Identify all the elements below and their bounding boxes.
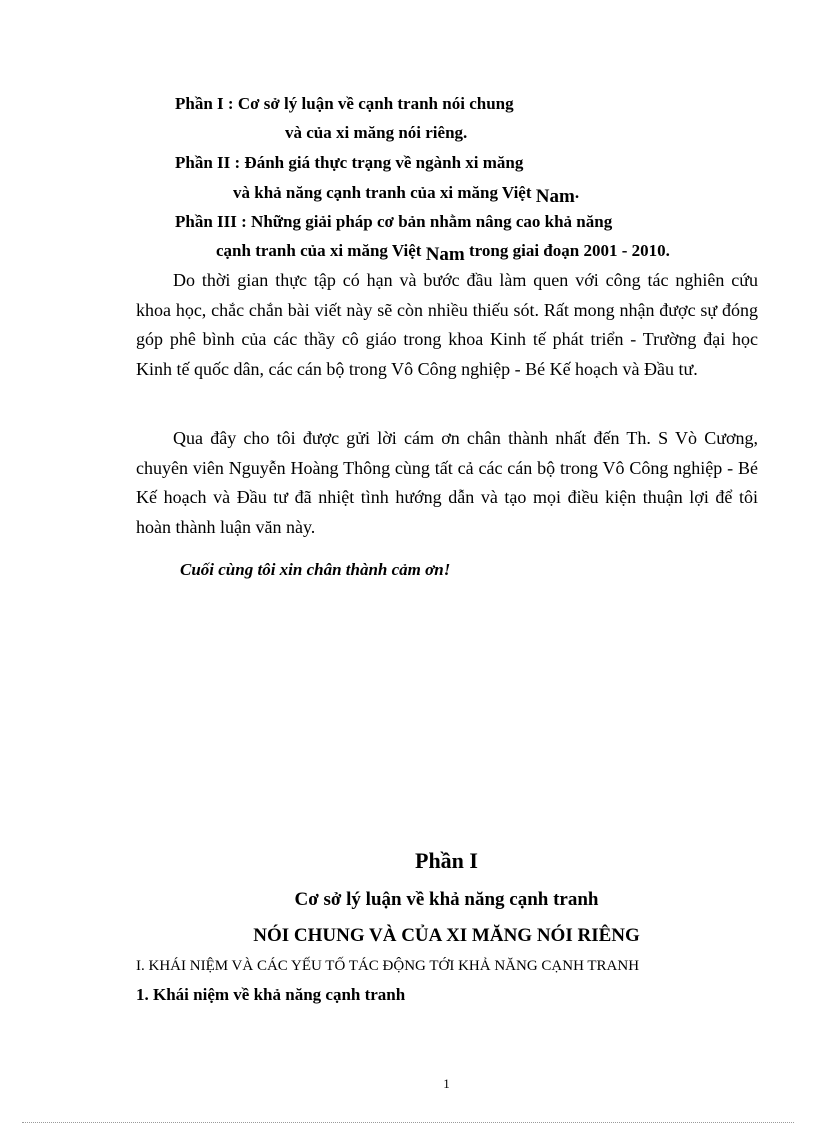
subsection-heading: 1. Khái niệm về khả năng cạnh tranh — [136, 985, 406, 1004]
outline-part3-line1 — [175, 212, 612, 232]
outline-sub-text: Nam — [535, 186, 575, 207]
outline-text: Phần III : Những giải pháp cơ bản nhằm nâng cao khả năng — [175, 212, 613, 231]
part-title: Phần I — [415, 848, 478, 873]
outline-after-text: trong giai đoạn 2001 - 2010. — [464, 241, 670, 260]
outline-text: Phần II : Đánh giá thực trạng về ngành xi măng — [175, 153, 524, 172]
section-heading: I. KHÁI NIỆM VÀ CÁC YẾU TỐ TÁC ĐỘNG TỚI KHẢ NĂNG CẠNH TRANH — [136, 958, 640, 974]
outline-text: cạnh tranh của xi măng Việt — [216, 241, 426, 260]
outline-part1-line1 — [175, 94, 514, 114]
paragraph-intro: Do thời gian thực tập có hạn và bước đầu làm quen với công tác nghiên cứu khoa học, chắc chắn bài viết này sẽ còn nhiều thiếu sót. Rất mong nhận được sự đóng góp phê bình của các thầy cô giáo trong khoa Kinh tế phát triển - Trường đại học Kinh tế quốc dân, các cán bộ trong Vô Công nghiệp - Bé Kế hoạch và Đầu tư. — [136, 270, 758, 379]
outline-text: Phần I : Cơ sở lý luận về cạnh tranh nói chung — [175, 94, 514, 113]
closing-thanks: Cuối cùng tôi xin chân thành cảm ơn! — [180, 560, 451, 579]
outline-part2-line2 — [233, 183, 580, 207]
page-number: 1 — [443, 1076, 450, 1091]
outline-part3-line2 — [216, 241, 670, 265]
paragraph-thanks: Qua đây cho tôi được gửi lời cám ơn chân thành nhất đến Th. S Vò Cương, chuyên viên Nguyễn Hoàng Thông cùng tất cả các cán bộ trong Vô Công nghiệp - Bé Kế hoạch và Đầu tư đã nhiệt tình hướng dẫn và tạo mọi điều kiện thuận lợi để tôi hoàn thành luận văn này. — [136, 428, 758, 537]
outline-after-text: . — [574, 183, 580, 202]
outline-sub-text: Nam — [425, 244, 465, 265]
part-subtitle-caps: NÓI CHUNG VÀ CỦA XI MĂNG NÓI RIÊNG — [253, 925, 640, 946]
outline-part2-line1 — [175, 153, 523, 173]
outline-text: và khả năng cạnh tranh của xi măng Việt — [233, 183, 536, 202]
outline-part1-line2 — [285, 123, 467, 143]
part-subtitle: Cơ sở lý luận về khả năng cạnh tranh — [294, 889, 599, 910]
outline-text: và của xi măng nói riêng. — [285, 123, 468, 142]
